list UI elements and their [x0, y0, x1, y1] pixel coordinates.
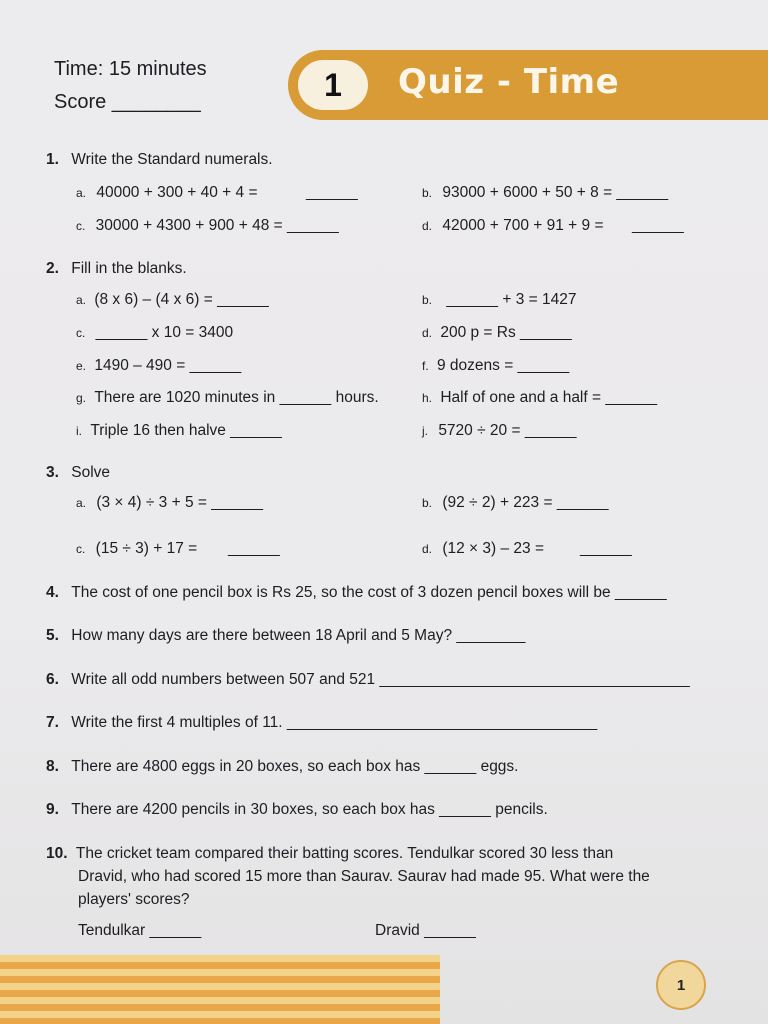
q3-item-c: c. (15 ÷ 3) + 17 = — [76, 540, 198, 557]
score-label: Score ________ — [54, 91, 201, 113]
q2-item-b: b. ______ + 3 = 1427 — [422, 291, 577, 308]
footer-stripes — [0, 955, 440, 1024]
time-label: Time: 15 minutes — [54, 58, 207, 80]
q3-item-a: a. (3 × 4) ÷ 3 + 5 = ______ — [76, 494, 263, 511]
question-number: 3. — [46, 464, 59, 481]
q2-item-c: c. ______ x 10 = 3400 — [76, 324, 234, 341]
question-8: 8. There are 4800 eggs in 20 boxes, so each box has ______ eggs. — [46, 758, 519, 775]
q2-item-d: d. 200 p = Rs ______ — [422, 324, 572, 341]
q1-item-c: c. 30000 + 4300 + 900 + 48 = ______ — [76, 217, 339, 234]
question-text: Write the Standard numerals. — [71, 151, 273, 168]
question-number: 1. — [46, 151, 59, 168]
q1-item-d-blank[interactable]: ______ — [632, 217, 684, 234]
q1-item-a: a. 40000 + 300 + 40 + 4 = — [76, 184, 258, 201]
q2-item-h: h. Half of one and a half = ______ — [422, 389, 658, 406]
question-2 — [46, 260, 187, 278]
page-number: 1 — [656, 960, 706, 1010]
question-text: Solve — [71, 464, 111, 481]
question-9: 9. There are 4200 pencils in 30 boxes, so each box has ______ pencils. — [46, 801, 548, 818]
q1-item-b: b. 93000 + 6000 + 50 + 8 = ______ — [422, 184, 669, 201]
q2-item-i: i. Triple 16 then halve ______ — [76, 422, 282, 439]
q2-item-a: a. (8 x 6) – (4 x 6) = ______ — [76, 291, 269, 308]
question-3 — [46, 464, 110, 482]
question-6: 6. Write all odd numbers between 507 and 521 ____________________________________ — [46, 671, 690, 688]
tendulkar-answer[interactable]: Tendulkar ______ — [78, 922, 202, 939]
q2-item-j: j. 5720 ÷ 20 = ______ — [422, 422, 577, 439]
q1-item-d: d. 42000 + 700 + 91 + 9 = — [422, 217, 604, 234]
q3-item-b: b. (92 ÷ 2) + 223 = ______ — [422, 494, 609, 511]
question-text: Fill in the blanks. — [71, 260, 187, 277]
question-5: 5. How many days are there between 18 April and 5 May? ________ — [46, 627, 526, 644]
quiz-number-badge: 1 — [298, 60, 368, 110]
dravid-answer[interactable]: Dravid ______ — [375, 922, 476, 939]
question-10-line-3: players' scores? — [78, 891, 190, 908]
quiz-title: Quiz - Time — [398, 62, 620, 102]
question-7: 7. Write the first 4 multiples of 11. ____________________________________ — [46, 714, 598, 731]
question-number: 2. — [46, 260, 59, 277]
q3-item-d: d. (12 × 3) – 23 = — [422, 540, 545, 557]
q2-item-g: g. There are 1020 minutes in ______ hours. — [76, 389, 379, 406]
q3-item-c-blank[interactable]: ______ — [228, 540, 280, 557]
question-1 — [46, 151, 273, 169]
question-4: 4. The cost of one pencil box is Rs 25, so the cost of 3 dozen pencil boxes will be ______ — [46, 584, 667, 601]
q3-item-d-blank[interactable]: ______ — [580, 540, 632, 557]
question-10: 10. The cricket team compared their batting scores. Tendulkar scored 30 less than — [46, 845, 614, 862]
q1-item-a-blank[interactable]: ______ — [306, 184, 358, 201]
q2-item-f: f. 9 dozens = ______ — [422, 357, 570, 374]
question-10-line-2: Dravid, who had scored 15 more than Saurav. Saurav had made 95. What were the — [78, 868, 650, 885]
q2-item-e: e. 1490 – 490 = ______ — [76, 357, 242, 374]
